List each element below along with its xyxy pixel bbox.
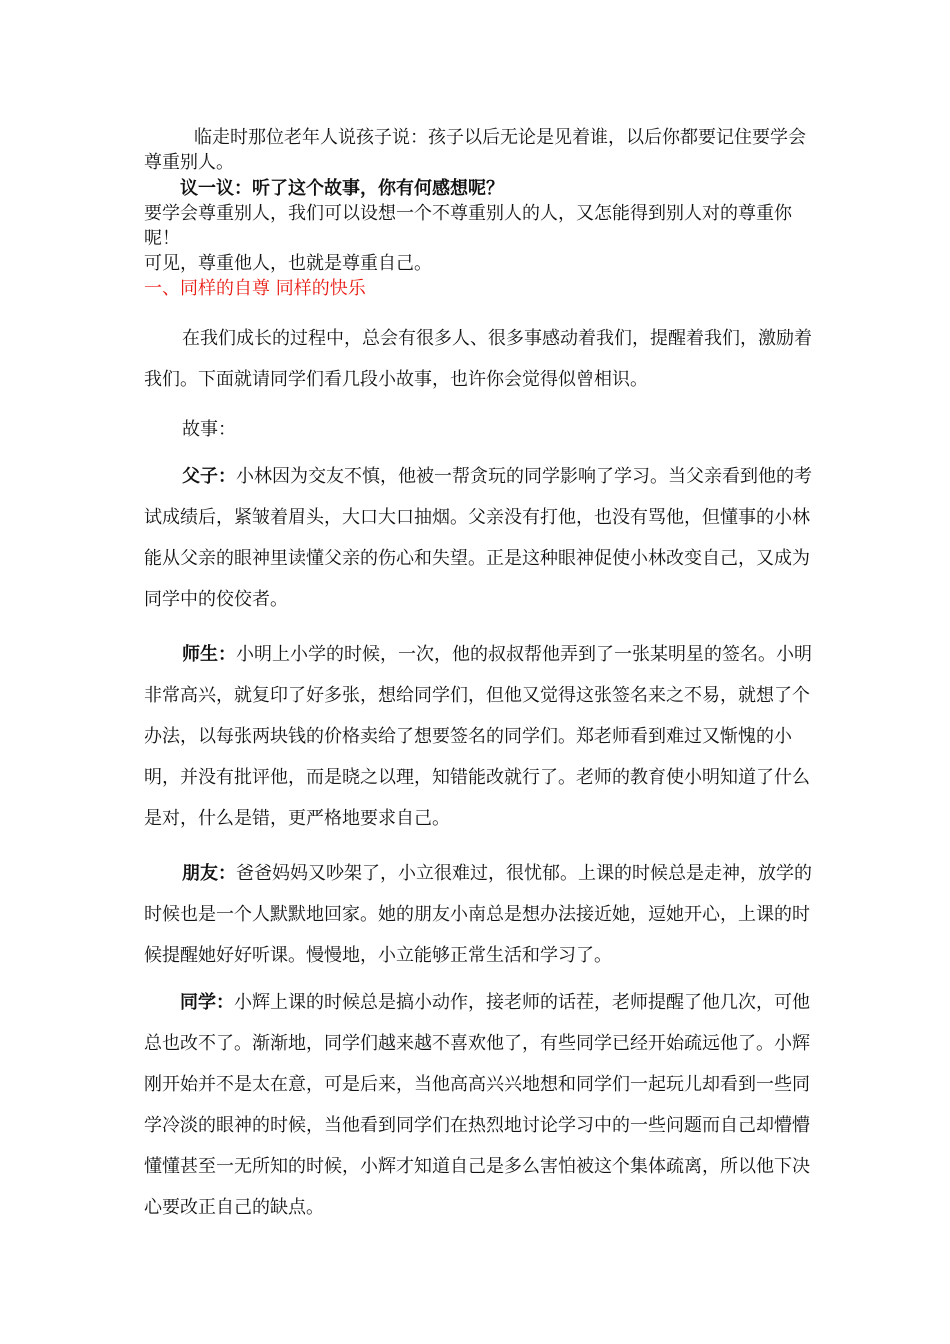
story-text: 小辉上课的时候总是搞小动作，接老师的话茬，老师提醒了他几次，可他总也改不了。渐渐地，同学们越来越不喜欢他了，有些同学已经开始疏远他了。小辉刚开始并不是太在意，可是后来，当他高高兴兴地想和同学们一起玩儿却看到一些同学冷淡的眼神的时候，当他看到同学们在热烈地讨论学习中的一些问题而自己却懵懵懂懂甚至一无所知的时候，小辉才知道自己是多么害怕被这个集体疏离，所以他下决心要改正自己的缺点。 — [144, 992, 810, 1218]
story-title: 朋友： — [182, 863, 236, 884]
story-label: 故事： — [182, 419, 236, 440]
conclusion-line: 可见，尊重他人，也就是尊重自己。 — [144, 253, 432, 274]
story-teacher-student — [144, 634, 812, 839]
growth-paragraph: 在我们成长的过程中，总会有很多人、很多事感动着我们，提醒着我们，激励着我们。下面就请同学们看几段小故事，也许你会觉得似曾相识。 — [144, 328, 812, 390]
story-text: 小林因为交友不慎，他被一帮贪玩的同学影响了学习。当父亲看到他的考试成绩后，紧皱着眉头，大口大口抽烟。父亲没有打他，也没有骂他，但懂事的小林能从父亲的眼神里读懂父亲的伤心和失望。正是这种眼神促使小林改变自己，又成为同学中的佼佼者。 — [144, 466, 812, 610]
story-friends — [144, 853, 812, 976]
respect-paragraph: 要学会尊重别人，我们可以设想一个不尊重别人的人，又怎能得到别人对的尊重你呢！ — [144, 203, 792, 249]
discussion-prompt: 议一议：听了这个故事，你有何感想呢？ — [180, 178, 504, 199]
story-text: 爸爸妈妈又吵架了，小立很难过，很忧郁。上课的时候总是走神，放学的时候也是一个人默默地回家。她的朋友小南总是想办法接近她，逗她开心，上课的时候提醒她好好听课。慢慢地，小立能够正常生活和学习了。 — [144, 863, 812, 966]
story-title: 父子： — [182, 466, 236, 487]
story-text: 小明上小学的时候，一次，他的叔叔帮他弄到了一张某明星的签名。小明非常高兴，就复印了好多张，想给同学们，但他又觉得这张签名来之不易，就想了个办法，以每张两块钱的价格卖给了想要签名的同学们。郑老师看到难过又惭愧的小明，并没有批评他，而是晓之以理，知错能改就行了。老师的教育使小明知道了什么是对，什么是错，更严格地要求自己。 — [144, 644, 812, 829]
story-title: 同学： — [180, 992, 234, 1013]
story-title: 师生： — [182, 644, 236, 665]
section-heading: 一、同样的自尊 同样的快乐 — [144, 278, 366, 299]
story-classmates — [144, 982, 812, 1228]
story-father-son — [144, 456, 812, 620]
intro-paragraph: 临走时那位老年人说孩子说：孩子以后无论是见着谁，以后你都要记住要学会尊重别人。 — [144, 127, 806, 173]
